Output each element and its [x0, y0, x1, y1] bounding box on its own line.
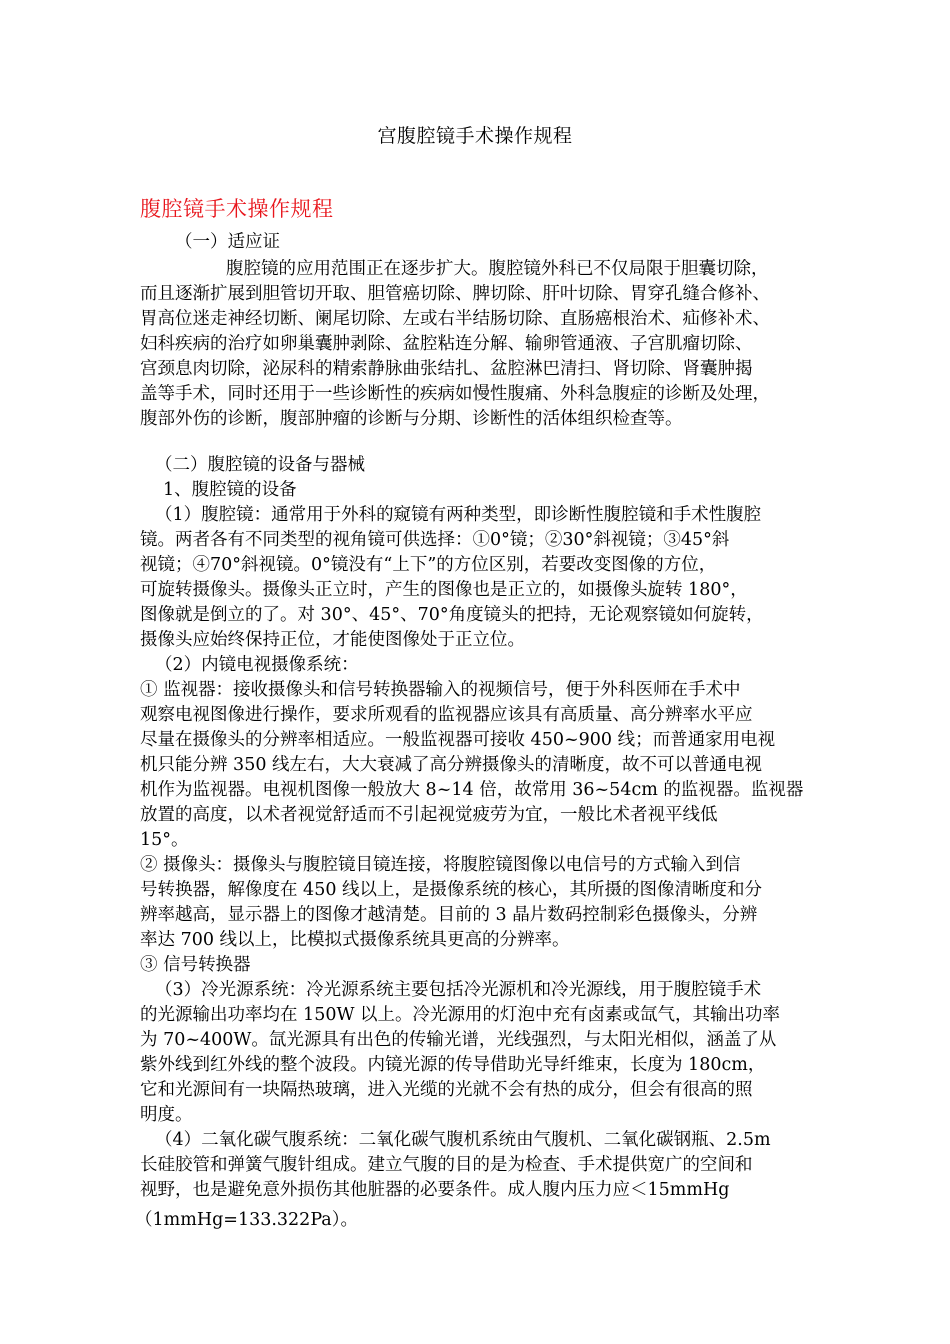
paragraph-line: 率达 700 线以上，比模拟式摄像系统具更高的分辨率。 — [140, 930, 570, 950]
paragraph-line: 可旋转摄像头。摄像头正立时，产生的图像也是正立的，如摄像头旋转 180°， — [140, 580, 748, 600]
paragraph-line: 放置的高度，以术者视觉舒适而不引起视觉疲劳为宜，一般比术者视平线低 — [140, 805, 718, 825]
paragraph-line: 辨率越高，显示器上的图像才越清楚。目前的 3 晶片数码控制彩色摄像头，分辨 — [140, 905, 758, 925]
item-heading: ③ 信号转换器 — [140, 955, 251, 975]
paragraph-line: （1mmHg=133.322Pa）。 — [135, 1210, 358, 1230]
paragraph-line: 摄像头应始终保持正位，才能使图像处于正立位。 — [140, 630, 525, 650]
document-title: 宫腹腔镜手术操作规程 — [377, 125, 573, 147]
paragraph-line: 胃高位迷走神经切断、阑尾切除、左或右半结肠切除、直肠癌根治术、疝修补术、 — [140, 309, 770, 329]
subsection-indications-title: （一）适应证 — [175, 232, 280, 252]
paragraph-line: 宫颈息肉切除，泌尿科的精索静脉曲张结扎、盆腔淋巴清扫、肾切除、肾囊肿揭 — [140, 359, 753, 379]
paragraph-line: 机作为监视器。电视机图像一般放大 8~14 倍，故常用 36~54cm 的监视器。监视器 — [140, 780, 804, 800]
item-heading: 1、腹腔镜的设备 — [163, 480, 297, 500]
paragraph-line: 而且逐渐扩展到胆管切开取、胆管癌切除、脾切除、肝叶切除、胃穿孔缝合修补、 — [140, 284, 770, 304]
paragraph-line: 观察电视图像进行操作，要求所观看的监视器应该具有高质量、高分辨率水平应 — [140, 705, 753, 725]
paragraph-line: 妇科疾病的治疗如卵巢囊肿剥除、盆腔粘连分解、输卵管通液、子宫肌瘤切除、 — [140, 334, 753, 354]
paragraph-line: 紫外线到红外线的整个波段。内镜光源的传导借助光导纤维束，长度为 180cm， — [140, 1055, 766, 1075]
paragraph-line: 盖等手术，同时还用于一些诊断性的疾病如慢性腹痛、外科急腹症的诊断及处理， — [140, 384, 770, 404]
paragraph-line: 腹腔镜的应用范围正在逐步扩大。腹腔镜外科已不仅局限于胆囊切除， — [226, 259, 769, 279]
item-heading: （3）冷光源系统：冷光源系统主要包括冷光源机和冷光源线，用于腹腔镜手术 — [155, 980, 762, 1000]
paragraph-line: 视镜；④70°斜视镜。0°镜没有“上下”的方位区别，若要改变图像的方位， — [140, 555, 717, 575]
item-heading: （4）二氧化碳气腹系统：二氧化碳气腹机系统由气腹机、二氧化碳钢瓶、2.5m — [155, 1130, 771, 1150]
paragraph-line: 腹部外伤的诊断，腹部肿瘤的诊断与分期、诊断性的活体组织检查等。 — [140, 409, 683, 429]
paragraph-line: 机只能分辨 350 线左右，大大衰减了高分辨摄像头的清晰度，故不可以普通电视 — [140, 755, 763, 775]
paragraph-line: 号转换器，解像度在 450 线以上，是摄像系统的核心，其所摄的图像清晰度和分 — [140, 880, 763, 900]
paragraph-line: 图像就是倒立的了。对 30°、45°、70°角度镜头的把持，无论观察镜如何旋转， — [140, 605, 764, 625]
subsection-equipment-title: （二）腹腔镜的设备与器械 — [155, 455, 365, 475]
section-heading: 腹腔镜手术操作规程 — [140, 197, 334, 221]
paragraph-line: 它和光源间有一块隔热玻璃，进入光缆的光就不会有热的成分，但会有很高的照 — [140, 1080, 753, 1100]
paragraph-line: 长硅胶管和弹簧气腹针组成。建立气腹的目的是为检查、手术提供宽广的空间和 — [140, 1155, 753, 1175]
paragraph-line: 的光源输出功率均在 150W 以上。冷光源用的灯泡中充有卤素或氙气，其输出功率 — [140, 1005, 781, 1025]
paragraph-line: （1）腹腔镜：通常用于外科的窥镜有两种类型，即诊断性腹腔镜和手术性腹腔 — [155, 505, 762, 525]
paragraph-line: 明度。 — [140, 1105, 193, 1125]
paragraph-line: 尽量在摄像头的分辨率相适应。一般监视器可接收 450~900 线；而普通家用电视 — [140, 730, 776, 750]
paragraph-line: ② 摄像头：摄像头与腹腔镜目镜连接，将腹腔镜图像以电信号的方式输入到信 — [140, 855, 741, 875]
paragraph-line: 15°。 — [140, 830, 189, 850]
paragraph-line: 镜。两者各有不同类型的视角镜可供选择：①0°镜；②30°斜视镜；③45°斜 — [140, 530, 730, 550]
paragraph-line: ① 监视器：接收摄像头和信号转换器输入的视频信号，便于外科医师在手术中 — [140, 680, 741, 700]
paragraph-line: 视野，也是避免意外损伤其他脏器的必要条件。成人腹内压力应＜15mmHg — [140, 1180, 730, 1200]
paragraph-line: 为 70~400W。氙光源具有出色的传输光谱，光线强烈，与太阳光相似，涵盖了从 — [140, 1030, 777, 1050]
item-heading: （2）内镜电视摄像系统： — [155, 655, 359, 675]
